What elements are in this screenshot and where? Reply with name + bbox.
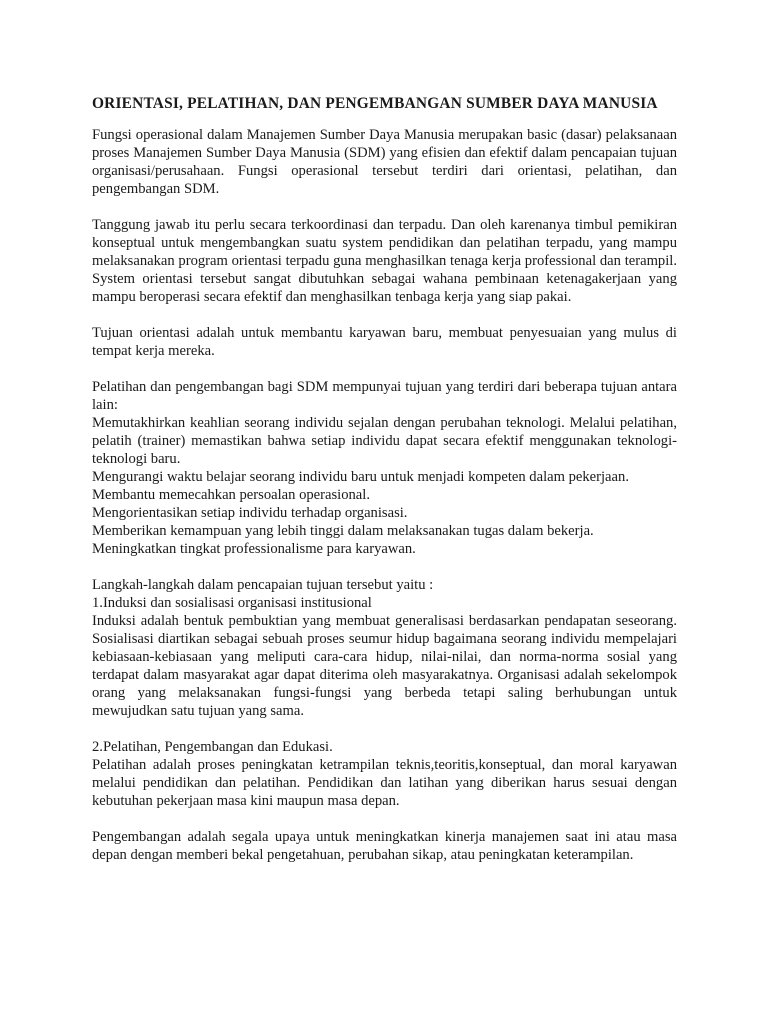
list-item-memberikan: Memberikan kemampuan yang lebih tinggi dalam melaksanakan tugas dalam bekerja. <box>92 523 594 539</box>
paragraph-tujuan-orientasi: Tujuan orientasi adalah untuk membantu karyawan baru, membuat penyesuaian yang mulus di tempat kerja mereka. <box>92 325 677 359</box>
heading-induksi: 1.Induksi dan sosialisasi organisasi institusional <box>92 595 372 611</box>
document-title: ORIENTASI, PELATIHAN, DAN PENGEMBANGAN SUMBER DAYA MANUSIA <box>92 95 658 112</box>
paragraph-pelatihan: Pelatihan adalah proses peningkatan ketrampilan teknis,teoritis,konseptual, dan moral karyawan melalui pendidikan dan pelatihan. Pendidikan dan latihan yang diberikan harus sesuai dengan kebutuhan pekerjaan masa kini maupun masa depan. <box>92 757 677 809</box>
section-tujuan-pelatihan <box>92 378 677 558</box>
paragraph-fungsi-operasional: Fungsi operasional dalam Manajemen Sumber Daya Manusia merupakan basic (dasar) pelaksanaan proses Manajemen Sumber Daya Manusia (SDM) yang efisien dan efektif dalam pencapaian tujuan organisasi/perusahaan. Fungsi operasional tersebut terdiri dari orientasi, pelatihan, dan pengembangan SDM. <box>92 127 677 197</box>
list-item-mengorientasikan: Mengorientasikan setiap individu terhadap organisasi. <box>92 505 408 521</box>
list-item-mengurangi-waktu: Mengurangi waktu belajar seorang individu baru untuk menjadi kompeten dalam pekerjaan. <box>92 469 629 485</box>
list-item-membantu: Membantu memecahkan persoalan operasional. <box>92 487 370 503</box>
list-item-meningkatkan: Meningkatkan tingkat professionalisme para karyawan. <box>92 541 416 557</box>
paragraph-induksi: Induksi adalah bentuk pembuktian yang membuat generalisasi berdasarkan pendapatan seseorang. Sosialisasi diartikan sebagai sebuah proses seumur hidup bagaimana seorang individu mempelajari kebiasaan-kebiasaan yang meliputi cara-cara hidup, nilai-nilai, dan norma-norma sosial yang terdapat dalam masyarakat agar dapat diterima oleh masyarakatnya. Organisasi adalah sekelompok orang yang melaksanakan fungsi-fungsi yang berbeda tetapi saling berhubungan untuk mewujudkan satu tujuan yang sama. <box>92 613 677 719</box>
paragraph-tanggung-jawab: Tanggung jawab itu perlu secara terkoordinasi dan terpadu. Dan oleh karenanya timbul pemikiran konseptual untuk mengembangkan suatu system pendidikan dan pelatihan terpadu, yang mampu melaksanakan program orientasi terpadu guna menghasilkan tenaga kerja professional dan terampil. System orientasi tersebut sangat dibutuhkan sebagai wahana pembinaan ketenagakerjaan yang mampu beroperasi secara efektif dan menghasilkan tenbaga kerja yang siap pakai. <box>92 217 677 305</box>
heading-pelatihan: 2.Pelatihan, Pengembangan dan Edukasi. <box>92 739 333 755</box>
section-pelatihan-pengembangan <box>92 738 677 810</box>
section-langkah-langkah <box>92 576 677 720</box>
list-item-memutakhirkan: Memutakhirkan keahlian seorang individu sejalan dengan perubahan teknologi. Melalui pelatihan, pelatih (trainer) memastikan bahwa setiap individu dapat secara efektif menggunakan teknologi-teknologi baru. <box>92 415 677 467</box>
paragraph-pelatihan-intro: Pelatihan dan pengembangan bagi SDM mempunyai tujuan yang terdiri dari beberapa tujuan antara lain: <box>92 379 677 413</box>
paragraph-pengembangan: Pengembangan adalah segala upaya untuk meningkatkan kinerja manajemen saat ini atau masa depan dengan memberi bekal pengetahuan, perubahan sikap, atau peningkatan keterampilan. <box>92 829 677 863</box>
document-page <box>92 93 677 882</box>
paragraph-langkah-intro: Langkah-langkah dalam pencapaian tujuan tersebut yaitu : <box>92 577 434 593</box>
